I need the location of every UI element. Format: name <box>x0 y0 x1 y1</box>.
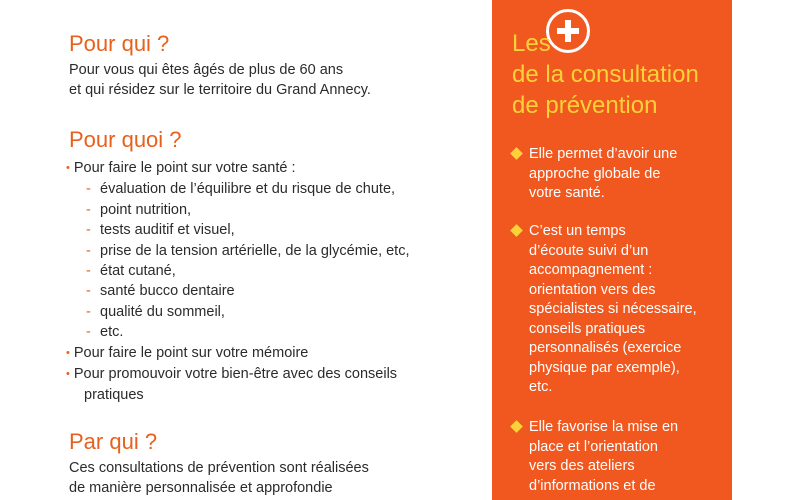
par-qui-text <box>69 458 369 498</box>
bullet-icon: • <box>66 368 70 381</box>
text-line: Ces consultations de prévention sont réalisées <box>69 460 369 476</box>
sub-item: - prise de la tension artérielle, de la glycémie, etc, <box>66 241 410 261</box>
dash-icon: - <box>86 303 91 320</box>
title-line: de la consultation <box>512 61 699 88</box>
pour-quoi-list <box>66 158 410 406</box>
panel-bullet-text: C’est un temps d’écoute suivi d’un accompagnement : orientation vers des spécialistes si nécessaire, conseils pratiques personnalisés (exercice physique par exemple), etc. <box>529 223 697 395</box>
panel-title <box>512 28 699 121</box>
sub-item: - point nutrition, <box>66 200 410 220</box>
sub-item: - tests auditif et visuel, <box>66 220 410 240</box>
title-line: de prévention <box>512 92 658 119</box>
bullet-icon: • <box>66 162 70 174</box>
info-panel <box>492 0 732 500</box>
heading-pour-qui: Pour qui ? <box>69 31 170 56</box>
panel-bullet-text: Elle favorise la mise en place et l’orientation vers des ateliers d’informations et de <box>529 419 679 494</box>
heading-par-qui: Par qui ? <box>69 429 158 454</box>
sub-item: - état cutané, <box>66 261 410 281</box>
sub-item: - qualité du sommeil, <box>66 302 410 322</box>
diamond-bullet-icon <box>510 420 523 433</box>
dash-icon: - <box>86 222 91 239</box>
diamond-bullet-icon <box>510 147 523 160</box>
list-item: • Pour faire le point sur votre santé : <box>66 160 296 176</box>
dash-icon: - <box>86 283 91 300</box>
title-line: Les <box>512 30 551 57</box>
dash-icon: - <box>86 242 91 259</box>
text-line: de manière personnalisée et approfondie <box>69 480 333 496</box>
sub-item: - etc. <box>66 322 410 342</box>
text-line: et qui résidez sur le territoire du Grand Annecy. <box>69 82 371 98</box>
sub-item: - évaluation de l’équilibre et du risque de chute, <box>66 179 410 199</box>
pour-qui-text <box>69 60 371 100</box>
diamond-bullet-icon <box>510 224 523 237</box>
bullet-icon: • <box>66 346 70 359</box>
dash-icon: - <box>86 201 91 218</box>
text-line: Pour vous qui êtes âgés de plus de 60 ans <box>69 62 344 78</box>
panel-bullet-text: Elle permet d’avoir une approche globale de votre santé. <box>529 146 678 201</box>
dash-icon: - <box>86 181 91 198</box>
heading-pour-quoi: Pour quoi ? <box>69 127 182 152</box>
dash-icon: - <box>86 263 91 280</box>
list-item: • Pour faire le point sur votre mémoire <box>66 344 309 361</box>
list-item-continuation: pratiques <box>84 387 144 404</box>
dash-icon: - <box>86 324 91 341</box>
sub-item: - santé bucco dentaire <box>66 281 410 301</box>
list-item: • Pour promouvoir votre bien-être avec des conseils <box>66 366 398 383</box>
